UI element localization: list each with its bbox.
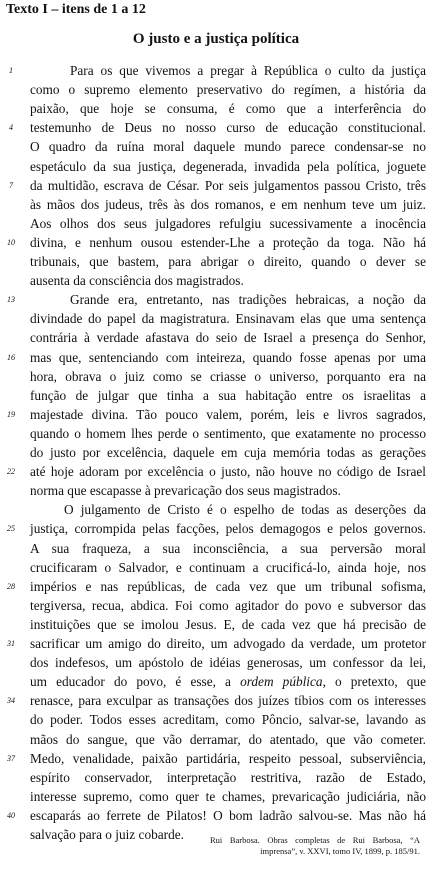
text-line: quando o homem lhes perde o sentimento, que exatamente no processo [30,425,426,441]
text-line: paixão, que hoje se consuma, é como que a interferência do [30,101,426,117]
text-line: ausenta da consciência dos magistrados. [30,273,244,289]
text-line: escaparás ao ferrete de Pilatos! O bom ladrão salvou-se. Mas não há [30,807,426,823]
text-title: O justo e a justiça política [132,31,300,47]
text-line: justiça, corrompida pelas facções, pelos demagogos e pelos governos. [30,521,426,537]
text-line: do justo por excelência, daquele em cuja memória todas as gerações [30,445,426,460]
line-number: 13 [7,295,15,305]
text-line: da multidão, escrava de César. Por seis julgamentos passou Cristo, três [30,177,426,193]
line-number: 4 [9,123,13,133]
text-line: O julgamento de Cristo é o espelho de todas as deserções da [64,502,426,518]
text-line: impérios e nas repúblicas, de cada vez que um tribunal sofisma, [30,578,426,594]
text-line: salvação para o juiz cobarde. [30,827,184,842]
text-line: espírito conservador, interpretação restritiva, razão de Estado, [30,769,426,785]
text-line: crucificaram o Salvador, e continuam a crucificá-lo, ainda hoje, nos [30,559,426,575]
text-line: divindade do papel da magistratura. Ensinavam elas que uma sentença [30,311,426,327]
text-line: do poder. Todos esses acreditam, como Pôncio, salvar-se, lavando as [30,712,426,728]
text-line: mas que, sentenciando com inteireza, quando fosse apenas por uma [30,349,426,365]
line-number: 7 [9,180,13,190]
line-number: 37 [7,753,15,763]
line-number: 16 [7,352,15,362]
text-line: um educador do povo, é esse, a ordem pública, o pretexto, que [30,674,426,690]
text-line: instituições que se imolou Jesus. E, de cada vez que há precisão de [30,616,426,632]
text-line: contrária à verdade afastava do seio de Israel a presença do Senhor, [30,330,426,346]
line-number: 19 [7,409,15,419]
text-line: testemunho de Deus no nosso curso de educação constitucional. [30,120,426,136]
line-number: 25 [7,524,15,534]
text-line: O quadro da ruína moral daquele mundo parece condensar-se no [30,139,426,155]
line-number: 31 [7,639,15,648]
text-line: às mãos dos judeus, três às dos romanos, e em nenhum teve um juiz. [30,196,426,212]
text-line: divina, e nenhum ousou estender-Lhe a proteção da toga. Não há [30,234,426,250]
text-line: mãos do sangue, que vão derramar, do atentado, que vão cometer. [30,731,426,747]
text-line: majestade divina. Tão pouco valem, porém, leis e livros sagrados, [30,406,426,422]
source-citation: Rui Barbosa. Obras completas de Rui Barbosa, “A imprensa”, v. XXVI, tomo IV, 1899, p. 185/91. [210,835,420,856]
text-line: renasce, para exculpar as transações dos juízes tíbios com os interesses [30,693,426,709]
line-number: 10 [7,237,15,247]
text-line: espetáculo da sua justiça, degenerada, invadida pela política, joguete [30,158,426,174]
text-line: como o supremo elemento preservativo do regímen, a história da [30,82,426,98]
text-line: dos indefesos, um apóstolo de idéias generosas, um confessor da lei, [30,655,426,671]
text-line: hora, obrava o juiz como se criasse o universo, porquanto era na [30,368,426,384]
text-line: A sua fraqueza, a sua inconsciência, a sua perversão moral [30,540,426,556]
text-line: interesse supremo, como quer te chames, prevaricação judiciária, não [30,788,426,804]
text-line: sacrificar um amigo do direito, um advogado da verdade, um protetor [30,636,426,651]
text-line: função de julgar que tinha a sua habitação entre os israelitas a [30,387,426,403]
line-number: 40 [7,810,15,820]
text-line: tergiversa, recua, abdica. Foi como agitador do povo e subversor das [30,597,426,613]
text-line: Para os que vivemos a pregar à República o culto da justiça [70,63,426,78]
text-line: Aos olhos dos seus julgadores refulgiu sucessivamente a inocência [30,215,426,231]
text-line: norma que escapasse à prevaricação dos seus magistrados. [30,483,341,499]
line-number: 1 [9,66,13,75]
text-line: Grande era, entretanto, nas tradições hebraicas, a noção da [70,292,426,308]
text-line: Medo, venalidade, paixão partidária, respeito pessoal, subserviência, [30,750,426,766]
section-header: Texto I – itens de 1 a 12 [6,2,146,17]
text-line: até hoje adoram por excelência o justo, não houve no código de Israel [30,464,426,480]
line-number: 34 [7,696,15,706]
line-number: 22 [7,467,15,477]
text-line: tribunais, que bastem, para abrigar o direito, quando o dever se [30,254,426,269]
line-number: 28 [7,581,15,591]
